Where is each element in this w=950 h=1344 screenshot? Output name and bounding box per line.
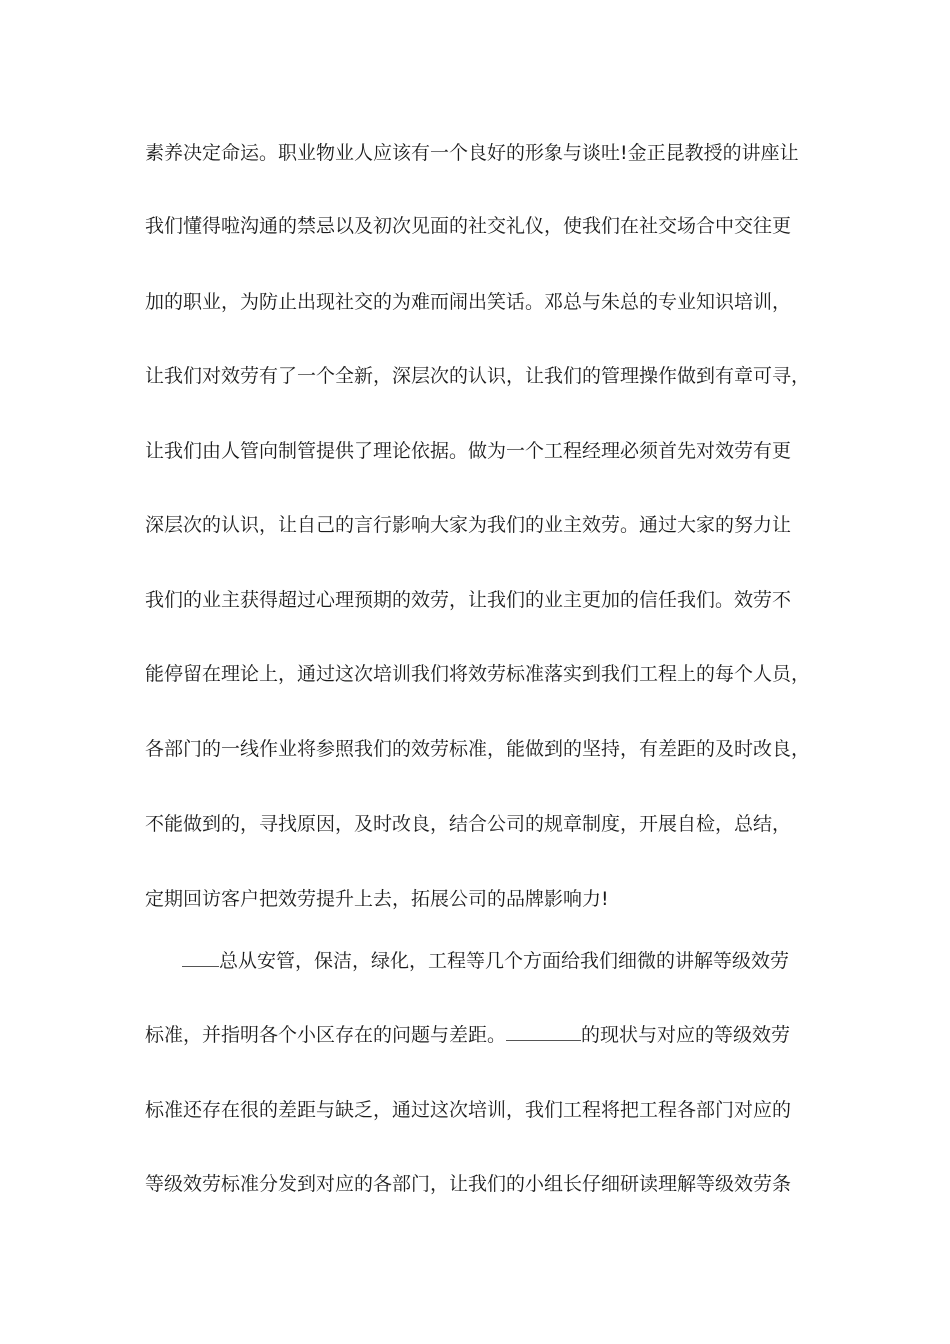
paragraph-text: 总从安管，保洁，绿化，工程等几个方面给我们细微的讲解等级效劳 xyxy=(219,950,790,972)
paragraph-line: 等级效劳标准分发到对应的各部门，让我们的小组长仔细研读理解等级效劳条 xyxy=(145,1173,792,1195)
paragraph-line: 深层次的认识，让自己的言行影响大家为我们的业主效劳。通过大家的努力让 xyxy=(145,514,792,536)
paragraph-line: 各部门的一线作业将参照我们的效劳标准，能做到的坚持，有差距的及时改良， xyxy=(145,738,811,760)
paragraph-line xyxy=(145,1022,825,1047)
paragraph-line: 标准还存在很的差距与缺乏，通过这次培训，我们工程将把工程各部门对应的 xyxy=(145,1099,792,1121)
paragraph-text: 标准，并指明各个小区存在的问题与差距。 xyxy=(145,1024,507,1046)
paragraph-line: 素养决定命运。职业物业人应该有一个良好的形象与谈吐!金正昆教授的讲座让 xyxy=(145,142,799,164)
paragraph-text: 的现状与对应的等级效劳 xyxy=(581,1024,791,1046)
paragraph-line: 能停留在理论上，通过这次培训我们将效劳标准落实到我们工程上的每个人员， xyxy=(145,663,811,685)
paragraph-line: 让我们对效劳有了一个全新，深层次的认识，让我们的管理操作做到有章可寻， xyxy=(145,365,811,387)
paragraph-line xyxy=(182,948,822,973)
paragraph-line: 我们的业主获得超过心理预期的效劳，让我们的业主更加的信任我们。效劳不 xyxy=(145,589,792,611)
paragraph-line: 加的职业，为防止出现社交的为难而闹出笑话。邓总与朱总的专业知识培训， xyxy=(145,291,792,313)
paragraph-line: 定期回访客户把效劳提升上去，拓展公司的品牌影响力! xyxy=(145,888,609,910)
paragraph-line: 让我们由人管向制管提供了理论依据。做为一个工程经理必须首先对效劳有更 xyxy=(145,440,792,462)
fill-in-blank xyxy=(506,1022,581,1041)
paragraph-line: 我们懂得啦沟通的禁忌以及初次见面的社交礼仪，使我们在社交场合中交往更 xyxy=(145,215,792,237)
paragraph-line: 不能做到的，寻找原因，及时改良，结合公司的规章制度，开展自检，总结， xyxy=(145,813,792,835)
fill-in-blank xyxy=(182,948,219,967)
